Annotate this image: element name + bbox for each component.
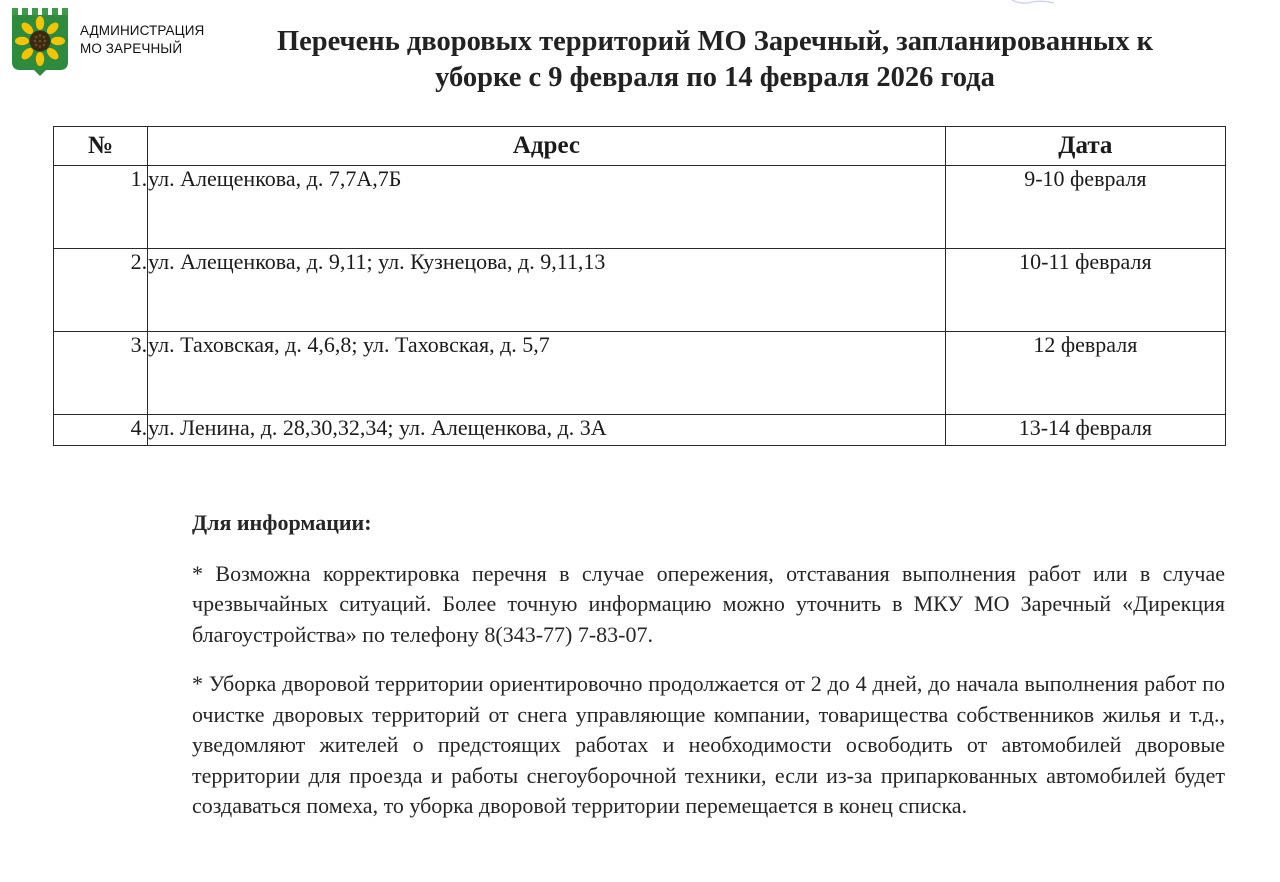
row-number: 1.	[54, 166, 148, 249]
row-address: ул. Алещенкова, д. 7,7А,7Б	[148, 166, 946, 249]
info-paragraph-duration: * Уборка дворовой территории ориентировочно продолжается от 2 до 4 дней, до начала выполнения работ по очистке дворовых территорий от снега управляющие компании, товарищества собственников жилья и т.д., уведомляют жителей о предстоящих работах и необходимости освободить от автомобилей дворовые территории для проезда и работы снегоуборочной техники, если из-за припаркованных автомобилей будет создаваться помеха, то уборка дворовой территории перемещается в конец списка.	[192, 671, 1225, 818]
info-section	[192, 508, 1225, 841]
org-name-line2: МО ЗАРЕЧНЫЙ	[80, 41, 183, 56]
row-date: 13-14 февраля	[945, 415, 1225, 446]
table-row	[54, 166, 1226, 249]
row-number: 3.	[54, 332, 148, 415]
row-date: 9-10 февраля	[945, 166, 1225, 249]
row-number: 4.	[54, 415, 148, 446]
cleaning-schedule-table	[53, 126, 1226, 446]
row-number: 2.	[54, 249, 148, 332]
scan-mark-decoration	[1008, 0, 1058, 5]
table-row	[54, 332, 1226, 415]
column-header-address: Адрес	[148, 127, 946, 166]
column-header-date: Дата	[945, 127, 1225, 166]
page-title	[200, 24, 1230, 96]
row-date: 12 февраля	[945, 332, 1225, 415]
row-date: 10-11 февраля	[945, 249, 1225, 332]
coat-of-arms-sunflower-icon	[10, 6, 70, 78]
org-name-line1: АДМИНИСТРАЦИЯ	[80, 23, 205, 38]
info-paragraph-correction: * Возможна корректировка перечня в случае опережения, отставания выполнения работ или в случае чрезвычайных ситуаций. Более точную информацию можно уточнить в МКУ МО Заречный «Дирекция благоустройства» по телефону 8(343-77) 7-83-07.	[192, 560, 1225, 647]
column-header-number: №	[54, 127, 148, 166]
info-heading: Для информации:	[192, 510, 372, 535]
table-row	[54, 249, 1226, 332]
header-brand	[10, 6, 204, 78]
table-row	[54, 415, 1226, 446]
row-address: ул. Таховская, д. 4,6,8; ул. Таховская, д. 5,7	[148, 332, 946, 415]
row-address: ул. Ленина, д. 28,30,32,34; ул. Алещенкова, д. 3А	[148, 415, 946, 446]
page-title-line1: Перечень дворовых территорий МО Заречный, запланированных к	[276, 26, 1154, 57]
org-name	[80, 22, 204, 58]
row-address: ул. Алещенкова, д. 9,11; ул. Кузнецова, д. 9,11,13	[148, 249, 946, 332]
table-header-row	[54, 127, 1226, 166]
page-title-line2: уборке с 9 февраля по 14 февраля 2026 года	[435, 62, 995, 93]
